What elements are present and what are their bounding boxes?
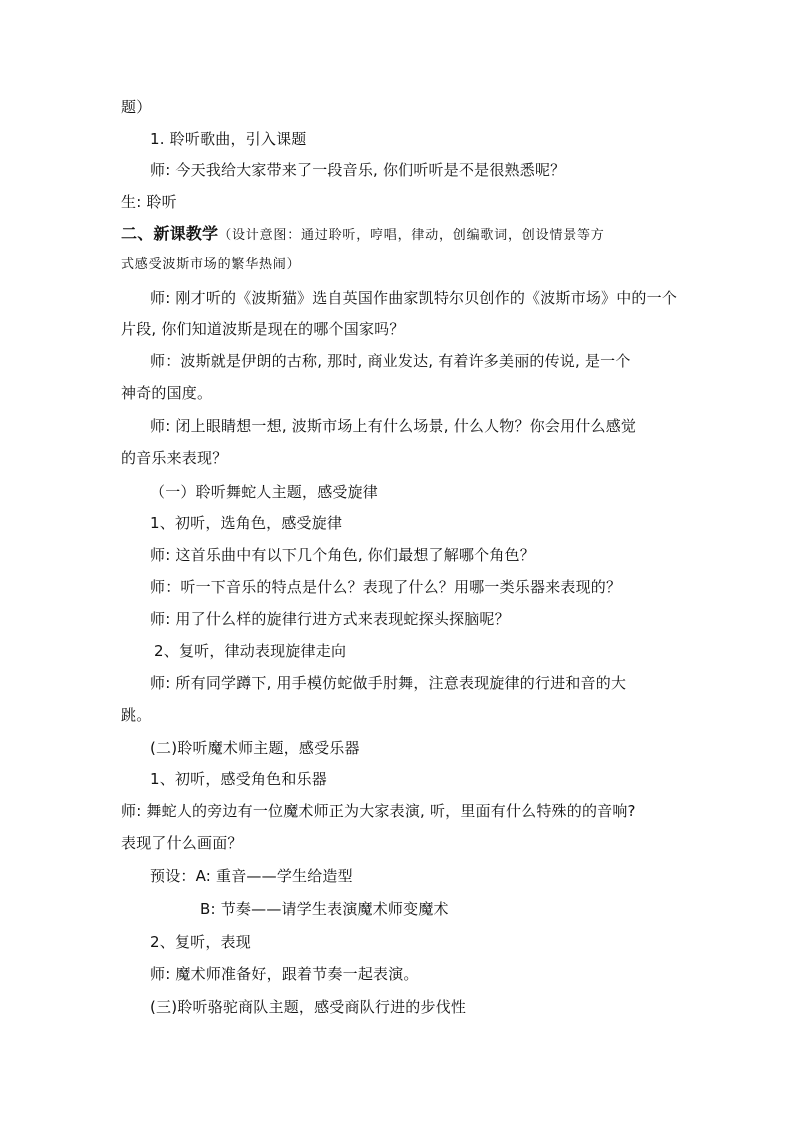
text-line: 2、复听，表现 bbox=[150, 933, 251, 951]
text-line: 师：波斯就是伊朗的古称, 那时, 商业发达, 有着许多美丽的传说, 是一个 bbox=[150, 352, 631, 370]
text-line: 师: 舞蛇人的旁边有一位魔术师正为大家表演, 听，里面有什么特殊的的音响? bbox=[121, 802, 636, 820]
text-line: 师: 今天我给大家带来了一段音乐, 你们听听是不是很熟悉呢？ bbox=[150, 161, 566, 179]
text-line: 生: 聆听 bbox=[121, 193, 177, 211]
subsection-heading: （一）聆听舞蛇人主题，感受旋律 bbox=[150, 483, 379, 501]
text-line: 师: 魔术师准备好，跟着节奏一起表演。 bbox=[150, 965, 419, 983]
text-line: 2、复听，律动表现旋律走向 bbox=[154, 642, 347, 660]
text-line: 1、初听，感受角色和乐器 bbox=[150, 770, 327, 788]
text-line: 题） bbox=[121, 98, 152, 116]
text-line: 片段, 你们知道波斯是现在的哪个国家吗？ bbox=[121, 320, 405, 338]
text-line: B: 节奏——请学生表演魔术师变魔术 bbox=[200, 900, 449, 918]
text-line: 1. 聆听歌曲，引入课题 bbox=[150, 130, 307, 148]
text-line: 师: 刚才听的《波斯猫》选自英国作曲家凯特尔贝创作的《波斯市场》中的一个 bbox=[150, 289, 678, 307]
text-line: 神奇的国度。 bbox=[121, 384, 213, 402]
design-intent-note: （设计意图：通过聆听，哼唱，律动，创编歌词，创设情景等方 bbox=[218, 228, 605, 243]
text-line: 师: 这首乐曲中有以下几个角色, 你们最想了解哪个角色？ bbox=[150, 546, 535, 564]
subsection-heading: (三)聆听骆驼商队主题，感受商队行进的步伐性 bbox=[150, 998, 467, 1016]
text-line: 师: 闭上眼睛想一想, 波斯市场上有什么场景, 什么人物？你会用什么感觉 bbox=[150, 417, 637, 435]
subsection-heading: (二)聆听魔术师主题，感受乐器 bbox=[150, 739, 360, 757]
text-line: 的音乐来表现？ bbox=[121, 449, 228, 467]
text-line: 师: 所有同学蹲下, 用手模仿蛇做手肘舞，注意表现旋律的行进和音的大 bbox=[150, 674, 627, 692]
text-line: 跳。 bbox=[121, 706, 152, 724]
text-line: 师：听一下音乐的特点是什么？表现了什么？用哪一类乐器来表现的？ bbox=[150, 578, 622, 596]
section-heading: 二、新课教学 bbox=[121, 224, 219, 243]
design-intent-note-continued: 式感受波斯市场的繁华热闹） bbox=[121, 257, 301, 272]
text-line: 师: 用了什么样的旋律行进方式来表现蛇探头探脑呢？ bbox=[150, 610, 510, 628]
text-line: 表现了什么画面？ bbox=[121, 834, 243, 852]
section-heading-line bbox=[121, 224, 605, 246]
text-line: 1、初听，选角色，感受旋律 bbox=[150, 514, 343, 532]
text-line: 预设：A: 重音——学生给造型 bbox=[150, 867, 353, 885]
